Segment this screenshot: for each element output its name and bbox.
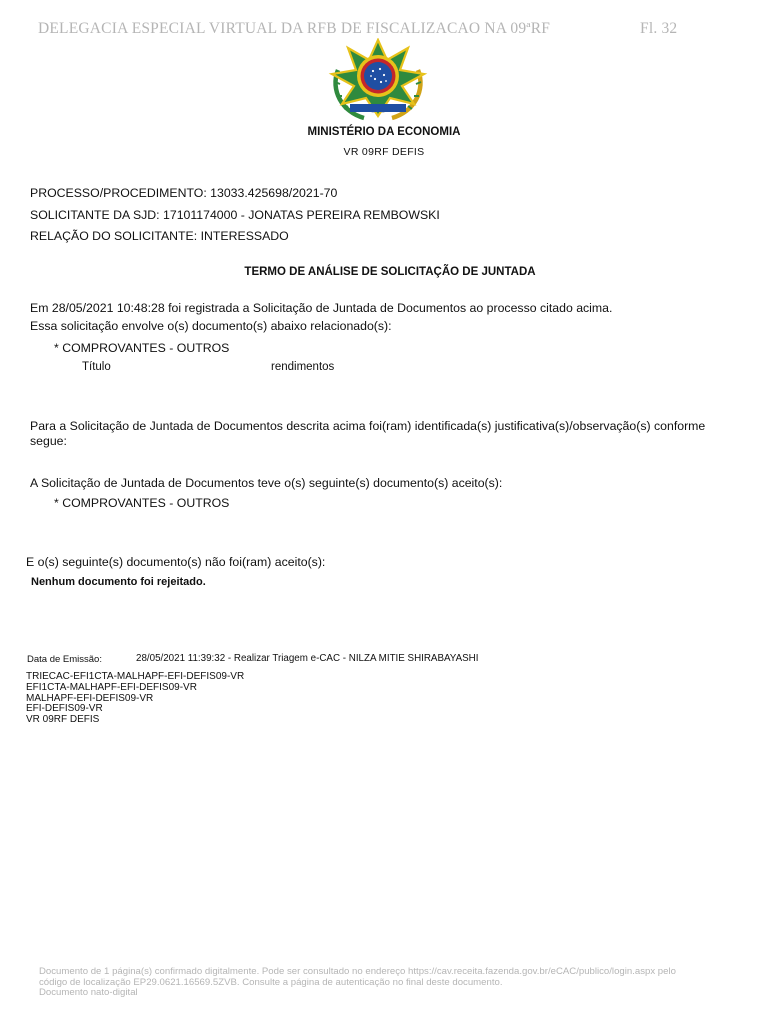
rejected-result: Nenhum documento foi rejeitado. xyxy=(31,576,206,588)
routing-line: EFI-DEFIS09-VR xyxy=(26,703,103,715)
accepted-intro: A Solicitação de Juntada de Documentos teve o(s) seguinte(s) documento(s) aceito(s): xyxy=(30,476,503,490)
routing-line: VR 09RF DEFIS xyxy=(26,714,100,726)
footer-note xyxy=(39,967,739,999)
intro-line-2: Essa solicitação envolve o(s) documento(s) abaixo relacionado(s): xyxy=(30,319,392,333)
brazil-coat-of-arms-icon xyxy=(328,38,428,122)
emission-label: Data de Emissão: xyxy=(27,654,102,665)
intro-line-1: Em 28/05/2021 10:48:28 foi registrada a Solicitação de Juntada de Documentos ao processo citado acima. xyxy=(30,301,613,315)
footer-line: Documento de 1 página(s) confirmado digitalmente. Pode ser consultado no endereço https://cav.receita.fazenda.gov.br/eCAC/publico/login.aspx pelo xyxy=(39,966,676,977)
watermark-page-number: Fl. 32 xyxy=(640,20,678,37)
watermark-header xyxy=(38,20,738,38)
process-number: PROCESSO/PROCEDIMENTO: 13033.425698/2021-70 xyxy=(30,186,338,200)
ministry-title: MINISTÉRIO DA ECONOMIA xyxy=(307,126,461,138)
document-item: * COMPROVANTES - OUTROS xyxy=(54,341,230,355)
routing-list xyxy=(26,672,244,726)
routing-line: EFI1CTA-MALHAPF-EFI-DEFIS09-VR xyxy=(26,681,197,693)
crest-globe xyxy=(364,62,392,90)
routing-line: MALHAPF-EFI-DEFIS09-VR xyxy=(26,692,154,704)
emission-value: 28/05/2021 11:39:32 - Realizar Triagem e-CAC - NILZA MITIE SHIRABAYASHI xyxy=(136,653,479,664)
accepted-item: * COMPROVANTES - OUTROS xyxy=(54,496,230,510)
crest-ribbon xyxy=(350,104,406,112)
routing-line: TRIECAC-EFI1CTA-MALHAPF-EFI-DEFIS09-VR xyxy=(26,671,245,682)
rejected-intro: E o(s) seguinte(s) documento(s) não foi(ram) aceito(s): xyxy=(26,555,326,569)
document-field-value: rendimentos xyxy=(271,361,335,373)
term-title: TERMO DE ANÁLISE DE SOLICITAÇÃO DE JUNTADA xyxy=(244,266,536,278)
footer-line: Documento nato-digital xyxy=(39,987,138,999)
footer-line: código de localização EP29.0621.16569.5ZVB. Consulte a página de autenticação no final deste documento. xyxy=(39,976,503,988)
requester-relation: RELAÇÃO DO SOLICITANTE: INTERESSADO xyxy=(30,229,289,243)
document-field-label: Título xyxy=(82,361,111,373)
requester-line: SOLICITANTE DA SJD: 17101174000 - JONATAS PEREIRA REMBOWSKI xyxy=(30,208,440,222)
unit-code: VR 09RF DEFIS xyxy=(343,146,425,158)
justification-text: Para a Solicitação de Juntada de Documentos descrita acima foi(ram) identificada(s) justificativa(s)/observação(s) conforme segue: xyxy=(30,419,706,448)
watermark-office: DELEGACIA ESPECIAL VIRTUAL DA RFB DE FISCALIZACAO NA 09ªRF xyxy=(38,20,551,37)
